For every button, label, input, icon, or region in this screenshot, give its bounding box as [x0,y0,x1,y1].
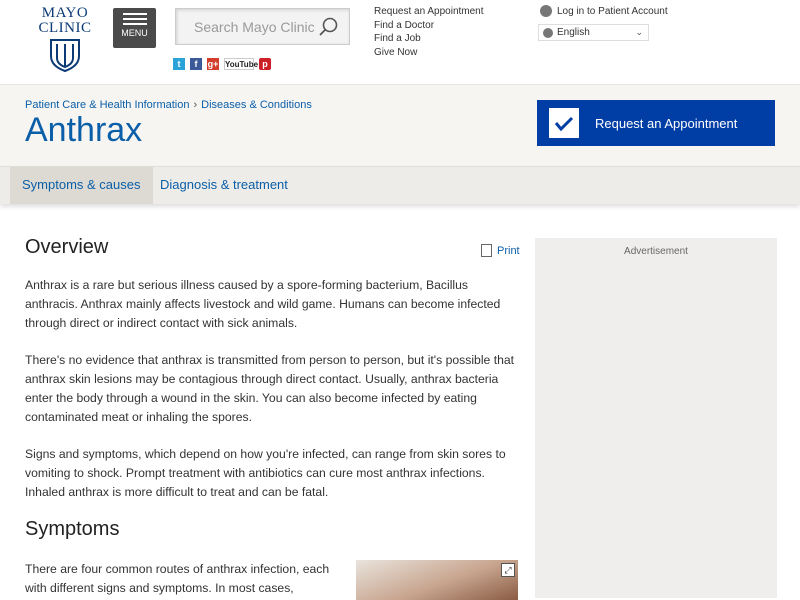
facebook-icon[interactable]: f [190,58,202,70]
site-header [0,0,800,84]
google-plus-icon[interactable]: g+ [207,59,219,69]
overview-paragraph-1: Anthrax is a rare but serious illness caused by a spore-forming bacterium, Bacillus anthracis. Anthrax mainly affects livestock and wild game. Humans can become infected through direct or indirect contact with sick animals. [25,278,501,330]
shield-logo-icon [48,38,82,72]
request-appointment-label: Request an Appointment [595,115,738,131]
symptoms-paragraph-1: There are four common routes of anthrax infection, each with different signs and symptoms. In most cases, [25,562,330,595]
social-links [173,58,271,70]
youtube-icon[interactable]: YouTube [225,60,259,69]
tab-symptoms-causes[interactable]: Symptoms & causes [10,167,153,204]
print-label: Print [497,244,520,257]
patient-login-label: Log in to Patient Account [557,5,668,17]
breadcrumb-diseases[interactable]: Diseases & Conditions [201,99,312,111]
symptoms-heading: Symptoms [25,518,120,540]
breadcrumb [25,99,312,111]
search-box [175,8,350,45]
content-tabs [0,166,800,204]
mayo-clinic-logo[interactable] [34,6,96,77]
language-value: English [557,27,590,38]
print-icon [481,244,492,257]
advertisement-label: Advertisement [624,246,688,257]
chevron-down-icon: ⌄ [635,27,643,37]
calendar-check-icon [549,108,579,138]
language-select[interactable] [538,24,649,41]
menu-button[interactable] [113,8,156,48]
hamburger-icon [123,13,147,25]
page-title: Anthrax [25,111,143,149]
patient-login[interactable] [540,5,668,17]
pinterest-icon[interactable]: p [259,58,271,70]
overview-paragraph-3: Signs and symptoms, which depend on how you're infected, can range from skin sores to vomiting to shock. Prompt treatment with antibiotics can cure most anthrax infections. Inhaled anthrax is more difficult to treat and can be fatal. [25,447,506,499]
anthrax-image[interactable] [356,560,518,600]
menu-label: MENU [121,28,148,38]
logo-text-line2: CLINIC [38,20,92,36]
find-job-link[interactable]: Find a Job [374,33,421,44]
globe-icon [543,28,553,38]
search-input[interactable] [176,9,316,44]
find-doctor-link[interactable]: Find a Doctor [374,19,435,31]
twitter-icon[interactable]: t [173,58,185,70]
user-icon [540,5,552,17]
page-hero [0,84,800,166]
overview-heading: Overview [25,236,109,258]
overview-paragraph-2: There's no evidence that anthrax is transmitted from person to person, but it's possible that anthrax skin lesions may be contagious through direct contact. Usually, anthrax bacteria enter the body through a wound in the skin. You can also become infected by eating contaminated meat or inhaling the spores. [25,353,515,424]
advertisement [535,238,777,598]
expand-icon[interactable]: ⤢ [501,563,515,577]
header-links [374,5,484,59]
print-button[interactable] [481,244,520,257]
breadcrumb-patient-care[interactable]: Patient Care & Health Information [25,99,190,111]
search-icon[interactable] [317,16,339,38]
tab-diagnosis-treatment[interactable]: Diagnosis & treatment [160,177,288,192]
logo-text-line1: MAYO [41,5,89,21]
request-appointment-button[interactable] [537,100,775,146]
request-appointment-link[interactable]: Request an Appointment [374,6,484,17]
give-now-link[interactable]: Give Now [374,46,418,58]
breadcrumb-separator-icon: › [193,99,198,111]
